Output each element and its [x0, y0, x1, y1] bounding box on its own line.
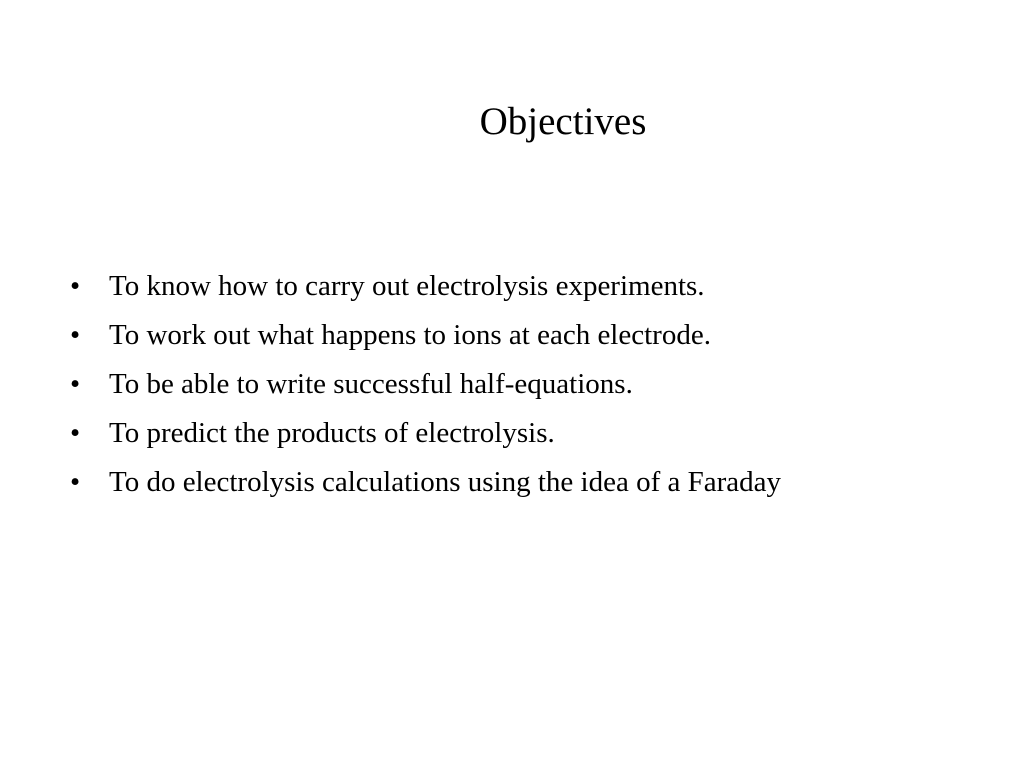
- list-item: [70, 409, 990, 458]
- list-item: [70, 311, 990, 360]
- bullet-text: To be able to write successful half-equations.: [109, 368, 633, 400]
- bullet-icon: •: [70, 368, 81, 400]
- slide-title: Objectives: [479, 100, 647, 143]
- objectives-list: [70, 262, 990, 507]
- bullet-text: To know how to carry out electrolysis experiments.: [109, 270, 705, 302]
- bullet-icon: •: [70, 466, 81, 498]
- bullet-icon: •: [70, 417, 81, 449]
- list-item: [70, 458, 990, 507]
- list-item: [70, 360, 990, 409]
- bullet-icon: •: [70, 319, 81, 351]
- list-item: [70, 262, 990, 311]
- bullet-icon: •: [70, 270, 81, 302]
- bullet-text: To predict the products of electrolysis.: [109, 417, 555, 449]
- bullet-text: To do electrolysis calculations using the idea of a Faraday: [109, 466, 782, 498]
- bullet-text: To work out what happens to ions at each electrode.: [109, 319, 711, 351]
